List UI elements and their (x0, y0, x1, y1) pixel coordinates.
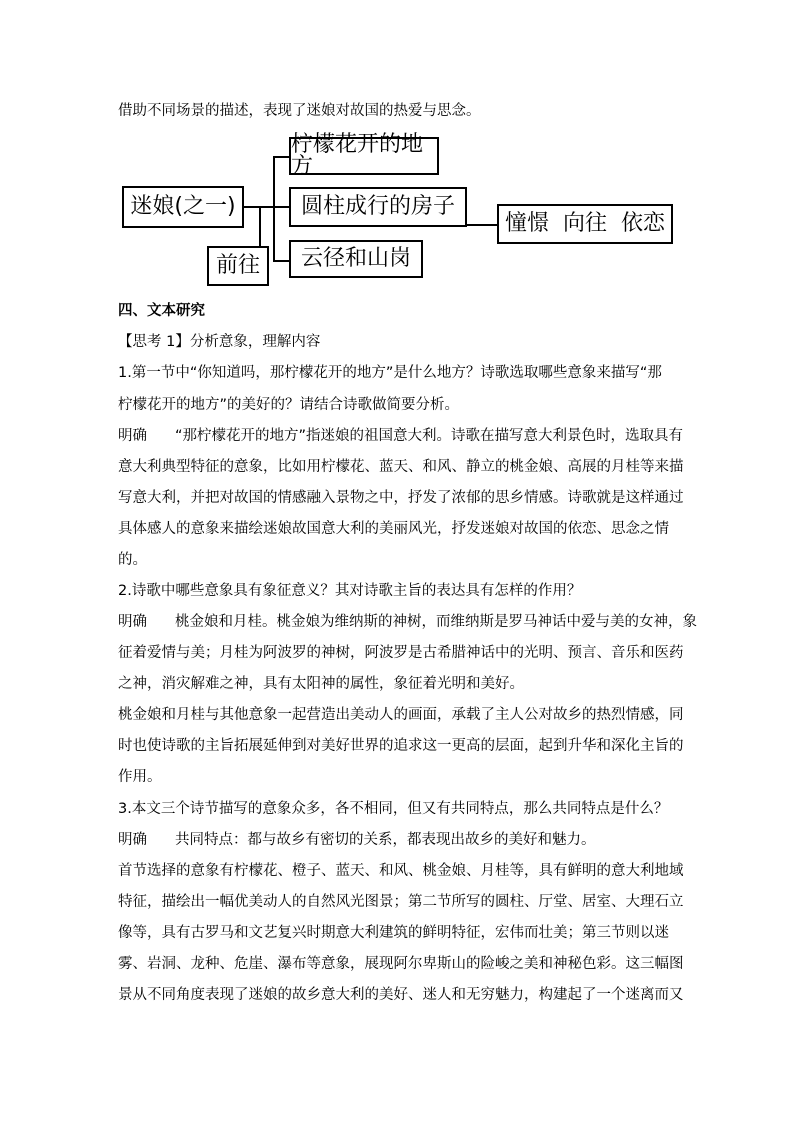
text-line: 征着爱情与美；月桂为阿波罗的神树，阿波罗是古希腊神话中的光明、预言、音乐和医药 (118, 645, 684, 661)
text-line: 2.诗歌中哪些意象具有象征意义？其对诗歌主旨的表达具有怎样的作用？ (118, 583, 582, 599)
connector (273, 206, 289, 208)
diagram-branch-box: 云径和山岗 (289, 240, 423, 278)
text-line: 意大利典型特征的意象，比如用柠檬花、蓝天、和风、静立的桃金娘、高展的月桂等来描 (118, 459, 684, 475)
diagram-extra-box: 前往 (207, 246, 269, 286)
text-line: 雾、岩洞、龙种、危崖、瀑布等意象，展现阿尔卑斯山的险峻之美和神秘色彩。这三幅图 (118, 956, 684, 972)
connector (259, 207, 261, 247)
answer-line (118, 830, 596, 850)
answer-text: 共同特点：都与故乡有密切的关系，都表现出故乡的美好和魅力。 (175, 832, 596, 848)
intro-text: 借助不同场景的描述，表现了迷娘对故国的热爱与思念。 (118, 103, 481, 119)
text-line: 像等，具有古罗马和文艺复兴时期意大利建筑的鲜明特征，宏伟而壮美；第三节则以迷 (118, 925, 669, 941)
text-line: 具体感人的意象来描绘迷娘故国意大利的美丽风光，抒发迷娘对故国的依恋、思念之情 (118, 521, 669, 537)
text-line: 写意大利，并把对故国的情感融入景物之中，抒发了浓郁的思乡情感。诗歌就是这样通过 (118, 490, 684, 506)
text-line: 3.本文三个诗节描写的意象众多，各不相同，但又有共同特点，那么共同特点是什么？ (118, 801, 669, 817)
answer-label: 明确 (118, 614, 147, 630)
text-line: 桃金娘和月桂与其他意象一起营造出美动人的画面，承载了主人公对故乡的热烈情感，同 (118, 707, 684, 723)
connector (273, 156, 289, 158)
connector (273, 156, 275, 262)
text-line: 时也使诗歌的主旨拓展延伸到对美好世界的追求这一更高的层面，起到升华和深化主旨的 (118, 738, 684, 754)
section-title: 四、文本研究 (118, 303, 205, 319)
text-line: 1.第一节中“你知道吗，那柠檬花开的地方”是什么地方？诗歌选取哪些意象来描写“那 (118, 365, 662, 381)
text-line: 首节选择的意象有柠檬花、橙子、蓝天、和风、桃金娘、月桂等，具有鲜明的意大利地域 (118, 863, 684, 879)
text-line: 的。 (118, 552, 147, 568)
text-line: 作用。 (118, 769, 162, 785)
answer-text: 桃金娘和月桂。桃金娘为维纳斯的神树，而维纳斯是罗马神话中爱与美的女神，象 (175, 614, 697, 630)
text-line: 景从不同角度表现了迷娘的故乡意大利的美好、迷人和无穷魅力，构建起了一个迷离而又 (118, 987, 684, 1003)
answer-text: “那柠檬花开的地方”指迷娘的祖国意大利。诗歌在描写意大利景色时，选取具有 (175, 428, 684, 444)
answer-label: 明确 (118, 428, 147, 444)
diagram-branch-box: 柠檬花开的地方 (289, 137, 439, 175)
diagram-main-box: 迷娘(之一) (122, 186, 244, 228)
think-heading: 【思考 1】分析意象，理解内容 (118, 334, 321, 350)
text-line: 之神，消灾解难之神，具有太阳神的属性，象征着光明和美好。 (118, 676, 524, 692)
connector (467, 224, 497, 226)
diagram-branch-box: 圆柱成行的房子 (289, 187, 467, 227)
answer-line (118, 426, 683, 446)
diagram-result-box: 憧憬 向往 依恋 (497, 204, 673, 244)
answer-line (118, 612, 697, 632)
text-line: 特征，描绘出一幅优美动人的自然风光图景；第二节所写的圆柱、厅堂、居室、大理石立 (118, 894, 684, 910)
text-line: 柠檬花开的地方”的美好的？请结合诗歌做简要分析。 (118, 397, 460, 413)
connector (273, 260, 289, 262)
answer-label: 明确 (118, 832, 147, 848)
